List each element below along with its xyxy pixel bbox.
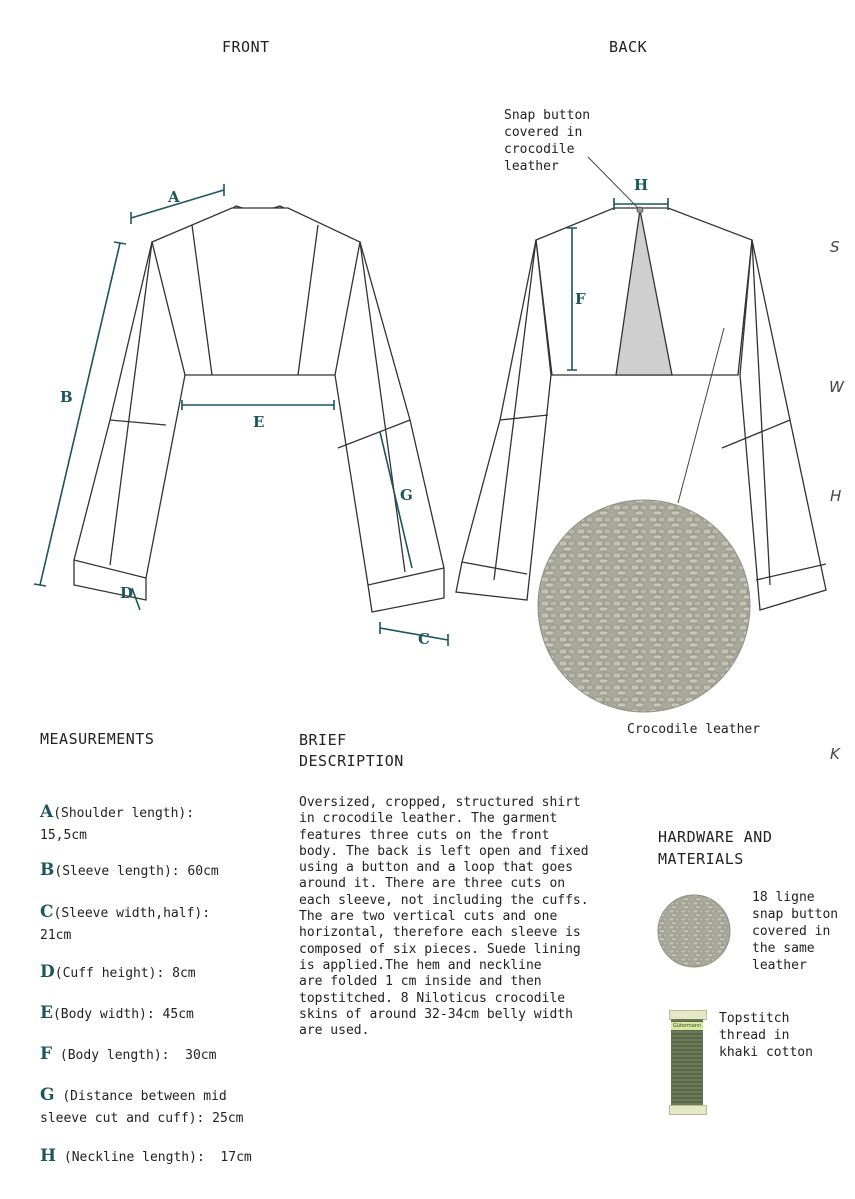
measurement-c: C(Sleeve width,half): 21cm [40, 902, 211, 943]
svg-text:H: H [634, 176, 649, 194]
description-heading: BRIEF DESCRIPTION [299, 731, 404, 770]
snap-button-annotation: Snap button covered in crocodile leather [504, 108, 591, 174]
crocodile-leather-swatch [538, 500, 750, 712]
snap-button-description: 18 ligne snap button covered in the same leather [752, 890, 839, 973]
measurement-f: F (Body length): 30cm [40, 1044, 217, 1064]
side-letter-s: S [830, 238, 840, 256]
description-text: Oversized, cropped, structured shirt in crocodile leather. The garment features three cuts on the front body. The back is left open and fixed using a button and a loop that goes around it. There are three cuts on each sleeve, not including the cuffs. The are two vertical cuts and one horizontal, therefore each sleeve is composed of six pieces. Suede lining is applied.The hem and neckline are folded 1 cm inside and then topstitched. 8 Niloticus crocodile skins of around 32-34cm belly width are used. [299, 795, 589, 1039]
measurement-b: B(Sleeve length): 60cm [40, 860, 219, 880]
side-letter-k: K [830, 745, 840, 763]
svg-text:F: F [575, 290, 586, 308]
svg-text:E: E [253, 413, 265, 431]
leather-swatch-label: Crocodile leather [627, 722, 761, 737]
hardware-heading: HARDWARE AND MATERIALS [658, 828, 773, 868]
thread-description: Topstitch thread in khaki cotton [719, 1011, 813, 1060]
measurement-h: H (Neckline length): 17cm [40, 1146, 252, 1166]
svg-text:G: G [400, 486, 413, 504]
measurement-g: G (Distance between mid sleeve cut and cuff): 25cm [40, 1085, 244, 1126]
thread-spool: Gütermann [669, 1010, 705, 1114]
side-letter-h: H [830, 487, 842, 505]
svg-text:D: D [120, 584, 134, 602]
svg-text:B: B [60, 388, 73, 406]
snap-button-swatch [656, 893, 732, 969]
measurement-e: E(Body width): 45cm [40, 1003, 194, 1023]
side-letter-w: W [829, 378, 844, 396]
front-garment [74, 206, 444, 612]
measurements-heading: MEASUREMENTS [40, 730, 155, 748]
measurement-a: A(Shoulder length): 15,5cm [40, 802, 195, 843]
front-view-title: FRONT [222, 38, 270, 56]
measurement-d: D(Cuff height): 8cm [40, 962, 196, 982]
back-view-title: BACK [609, 38, 648, 56]
svg-text:A: A [168, 188, 180, 206]
svg-text:C: C [418, 630, 430, 648]
